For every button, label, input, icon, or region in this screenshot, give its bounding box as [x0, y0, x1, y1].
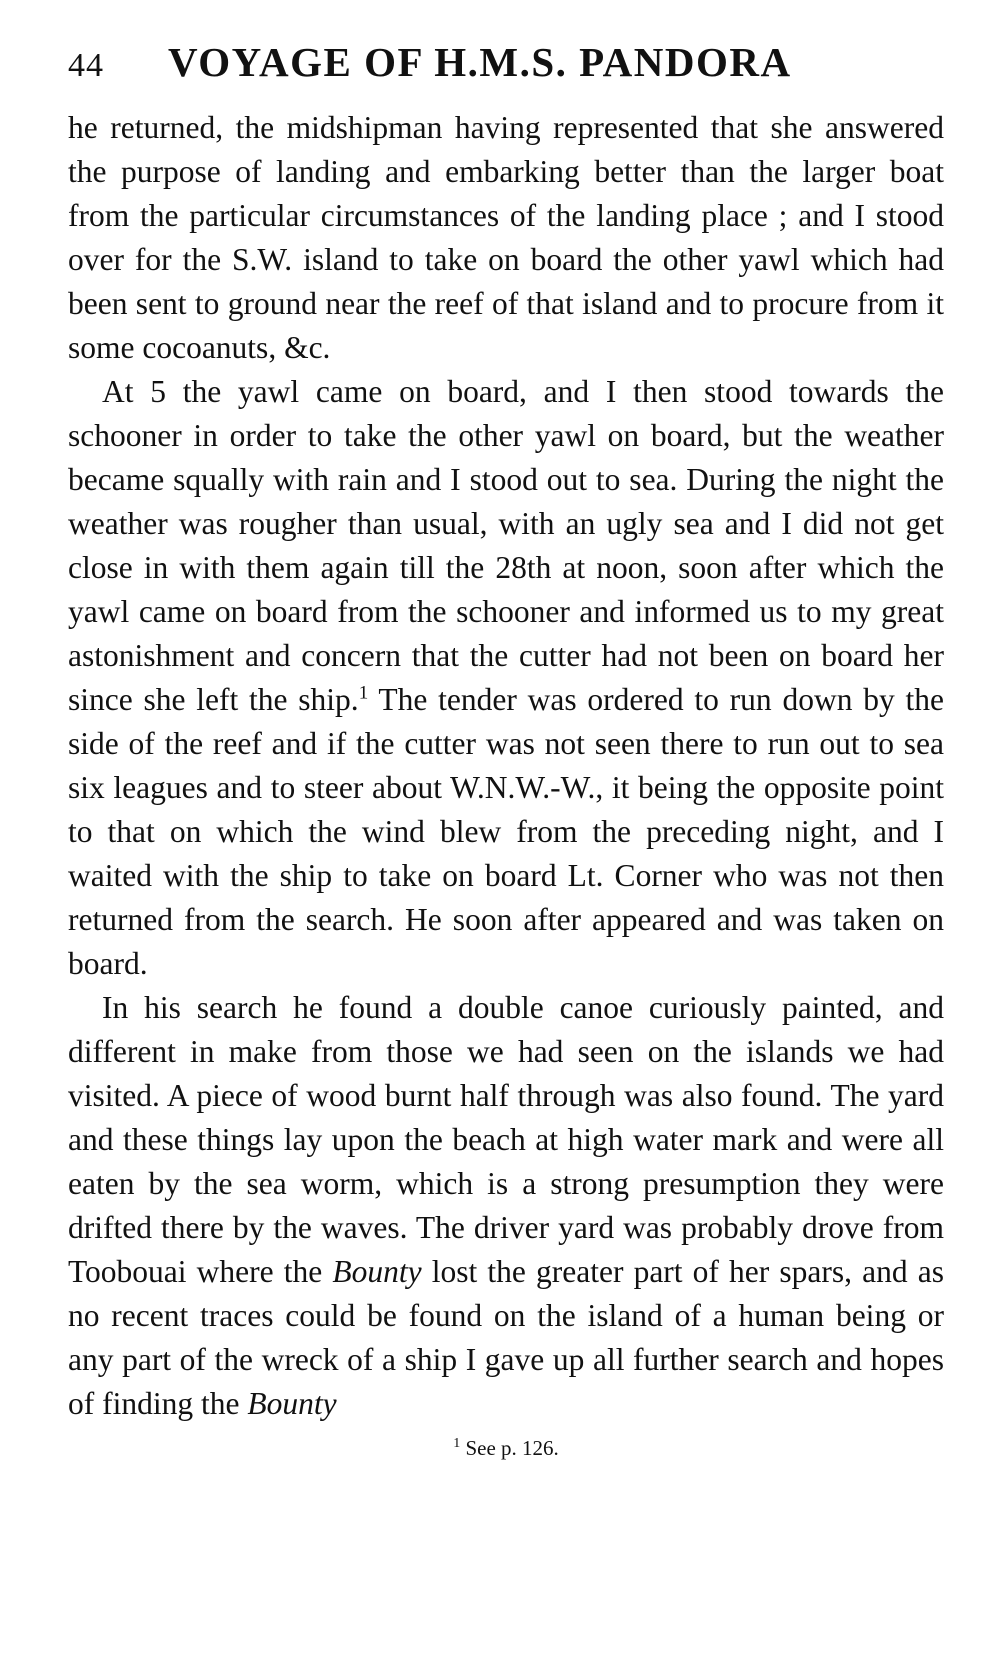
footnote-marker: 1	[453, 1436, 461, 1451]
paragraph-3-text-b: lost the greater part of her spars, and as no recent traces could be found on the island of a human being or any part of the wreck of a ship I gave up all further search and hopes of finding the	[68, 1254, 945, 1421]
ship-name-italic: Bounty	[332, 1254, 422, 1289]
book-page	[68, 38, 944, 1461]
running-title: VOYAGE OF H.M.S. PANDORA	[168, 39, 792, 85]
running-head	[68, 38, 944, 100]
footnote	[68, 1436, 944, 1461]
ship-name-italic: Bounty	[247, 1386, 337, 1421]
footnote-text: See p. 126.	[465, 1436, 559, 1460]
body-text	[68, 106, 944, 1426]
page-number: 44	[68, 47, 104, 84]
paragraph-3-text-a: In his search he found a double canoe curiously painted, and different in make from those we had seen on the islands we had visited. A piece of wood burnt half through was also found. The yard and these things lay upon the beach at high water mark and were all eaten by the sea worm, which is a strong presumption they were drifted there by the waves. The driver yard was probably drove from Toobouai where the	[68, 990, 944, 1289]
paragraph-2-text-b: The tender was ordered to run down by the side of the reef and if the cutter was not seen there to run out to sea six leagues and to steer about W.N.W.-W., it being the opposite point to that on which the wind blew from the preceding night, and I waited with the ship to take on board Lt. Corner who was not then returned from the search. He soon after appeared and was taken on board.	[68, 682, 944, 981]
paragraph-2-text-a: At 5 the yawl came on board, and I then stood towards the schooner in order to take the other yawl on board, but the weather became squally with rain and I stood out to sea. During the night the weather was rougher than usual, with an ugly sea and I did not get close in with them again till the 28th at noon, soon after which the yawl came on board from the schooner and informed us to my great astonishment and concern that the cutter had not been on board her since she left the ship.	[68, 374, 944, 717]
paragraph-3	[68, 986, 944, 1426]
paragraph-1: he returned, the midshipman having represented that she answered the purpose of landing and embarking better than the larger boat from the particular circumstances of the landing place ; and I stood over for the S.W. island to take on board the other yawl which had been sent to ground near the reef of that island and to procure from it some cocoanuts, &c.	[68, 110, 944, 365]
footnote-reference: 1	[358, 682, 369, 704]
paragraph-2	[68, 370, 944, 986]
